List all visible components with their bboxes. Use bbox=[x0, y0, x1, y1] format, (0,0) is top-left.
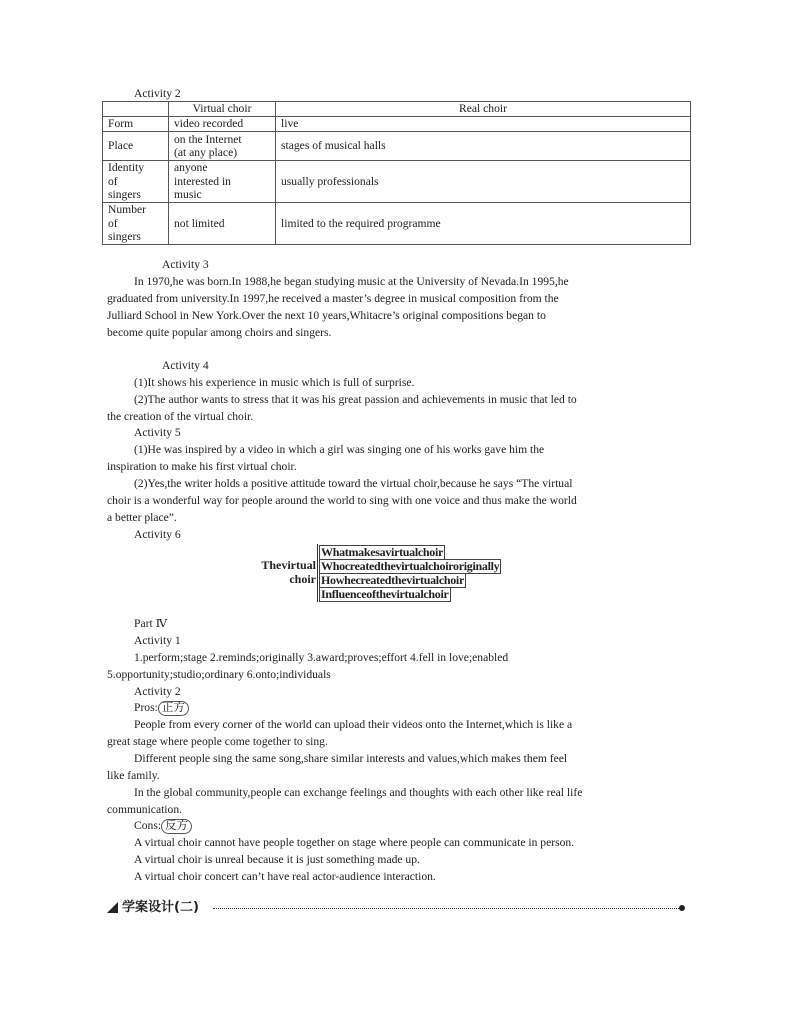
cons-line: A virtual choir is unreal because it is just something made up. bbox=[134, 853, 420, 866]
dotted-divider bbox=[213, 908, 679, 911]
mindmap-root-line1: Thevirtual bbox=[261, 558, 316, 572]
cons-line: A virtual choir concert can’t have real actor-audience interaction. bbox=[134, 870, 436, 883]
table-cell: limited to the required programme bbox=[276, 203, 691, 245]
activity5-line: (1)He was inspired by a video in which a girl was singing one of his works gave him the bbox=[134, 443, 545, 456]
pros-label-row bbox=[134, 701, 189, 716]
table-row bbox=[103, 117, 691, 132]
table-cell: Number of singers bbox=[103, 203, 169, 245]
table-header-row bbox=[103, 102, 691, 117]
pros-line: People from every corner of the world can upload their videos onto the Internet,which is like a bbox=[134, 718, 573, 731]
section-footer-bar bbox=[107, 900, 687, 920]
table-header-cell: Virtual choir bbox=[169, 102, 276, 117]
table-cell: video recorded bbox=[169, 117, 276, 132]
activity3-line: Julliard School in New York.Over the next 10 years,Whitacre’s original compositions began to bbox=[107, 309, 546, 322]
mindmap-item: Howhecreatedthevirtualchoir bbox=[321, 573, 464, 587]
pros-line: like family. bbox=[107, 769, 160, 782]
activity3-heading: Activity 3 bbox=[162, 258, 209, 271]
cons-tag: 反方 bbox=[161, 819, 192, 834]
table-cell: live bbox=[276, 117, 691, 132]
table-row bbox=[103, 161, 691, 203]
table-header-cell: Real choir bbox=[276, 102, 691, 117]
part4-activity2-heading: Activity 2 bbox=[134, 685, 181, 698]
mindmap-root bbox=[238, 558, 316, 586]
mindmap-item: Influenceofthevirtualchoir bbox=[321, 587, 449, 601]
activity4-line: (2)The author wants to stress that it was his great passion and achievements in music that led to bbox=[134, 393, 577, 406]
pros-line: Different people sing the same song,share similar interests and values,which makes them feel bbox=[134, 752, 568, 765]
pros-line: great stage where people come together to sing. bbox=[107, 735, 328, 748]
table-cell: stages of musical halls bbox=[276, 132, 691, 161]
part4-activity1-line: 1.perform;stage 2.reminds;originally 3.award;proves;effort 4.fell in love;enabled bbox=[134, 651, 509, 664]
activity5-line: a better place”. bbox=[107, 511, 177, 524]
cons-label-row bbox=[134, 819, 192, 834]
pros-line: In the global community,people can exchange feelings and thoughts with each other like real life bbox=[134, 786, 583, 799]
end-dot-icon bbox=[679, 905, 685, 911]
pros-tag: 正方 bbox=[158, 701, 189, 716]
activity5-heading: Activity 5 bbox=[134, 426, 181, 439]
pros-line: communication. bbox=[107, 803, 183, 816]
cons-line: A virtual choir cannot have people together on stage where people can communicate in person. bbox=[134, 836, 575, 849]
table-cell: not limited bbox=[169, 203, 276, 245]
activity2-table bbox=[102, 101, 691, 245]
activity5-line: choir is a wonderful way for people around the world to sing with one voice and thus make the world bbox=[107, 494, 577, 507]
mindmap-item: Whocreatedthevirtualchoiroriginally bbox=[321, 559, 500, 573]
section-title: 学案设计(二) bbox=[122, 900, 199, 915]
table-cell: Place bbox=[103, 132, 169, 161]
part4-activity1-heading: Activity 1 bbox=[134, 634, 181, 647]
activity4-line: the creation of the virtual choir. bbox=[107, 410, 254, 423]
table-cell: Form bbox=[103, 117, 169, 132]
pros-label: Pros: bbox=[134, 701, 158, 714]
table-cell: usually professionals bbox=[276, 161, 691, 203]
table-cell: anyone interested in music bbox=[169, 161, 276, 203]
cons-label: Cons: bbox=[134, 819, 162, 832]
table-row bbox=[103, 132, 691, 161]
table-row bbox=[103, 203, 691, 245]
activity4-heading: Activity 4 bbox=[162, 359, 209, 372]
part4-title: Part Ⅳ bbox=[134, 617, 168, 630]
activity2-heading: Activity 2 bbox=[134, 87, 181, 100]
mindmap-item: Whatmakesavirtualchoir bbox=[321, 545, 444, 559]
activity5-line: inspiration to make his first virtual choir. bbox=[107, 460, 297, 473]
part4-activity1-line: 5.opportunity;studio;ordinary 6.onto;individuals bbox=[107, 668, 331, 681]
activity4-line: (1)It shows his experience in music which is full of surprise. bbox=[134, 376, 415, 389]
table-header-cell bbox=[103, 102, 169, 117]
activity6-heading: Activity 6 bbox=[134, 528, 181, 541]
activity3-line: become quite popular among choirs and singers. bbox=[107, 326, 332, 339]
activity3-line: In 1970,he was born.In 1988,he began studying music at the University of Nevada.In 1995,he bbox=[134, 275, 569, 288]
activity3-line: graduated from university.In 1997,he received a master’s degree in musical composition from the bbox=[107, 292, 559, 305]
triangle-icon bbox=[107, 902, 118, 913]
table-cell: on the Internet (at any place) bbox=[169, 132, 276, 161]
mindmap-root-line2: choir bbox=[289, 572, 316, 586]
table-cell: Identity of singers bbox=[103, 161, 169, 203]
activity5-line: (2)Yes,the writer holds a positive attitude toward the virtual choir,because he says “The virtual bbox=[134, 477, 573, 490]
